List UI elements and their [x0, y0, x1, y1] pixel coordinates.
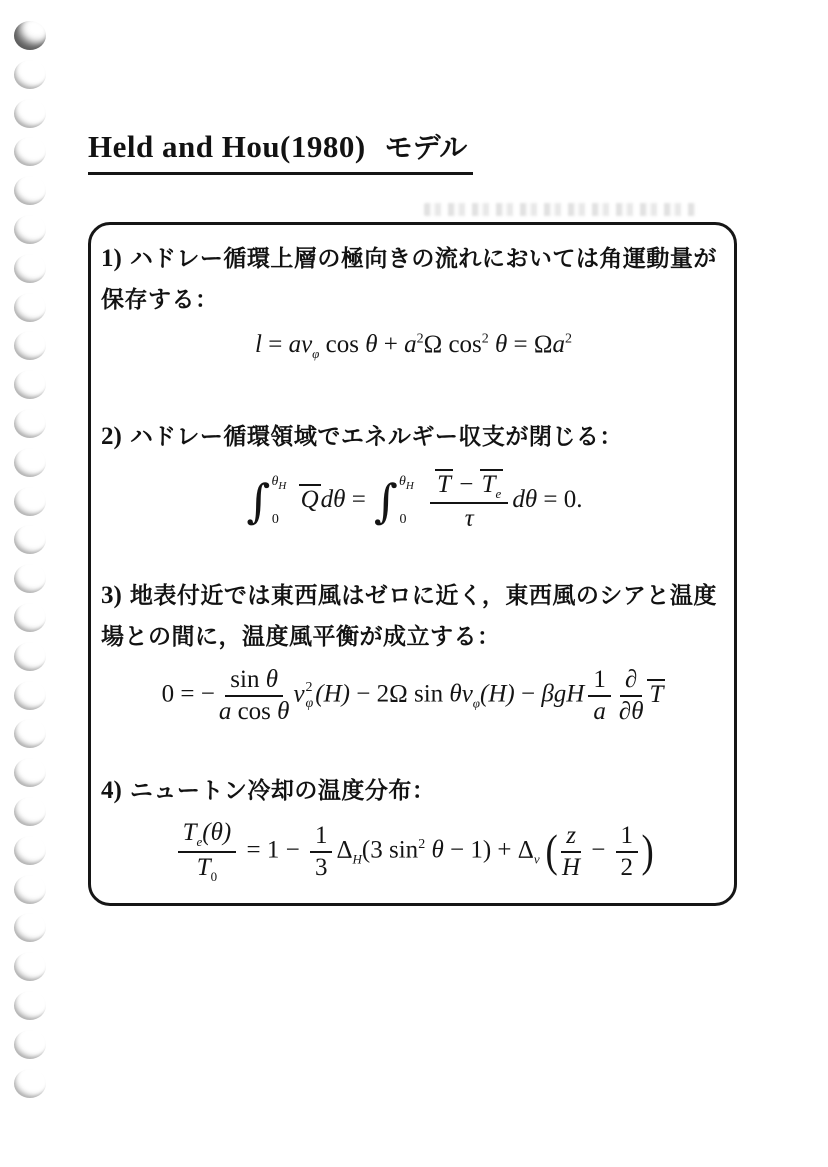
punch-hole — [14, 409, 46, 438]
integral-sign: ∫ $\theta_H$ 0 — [374, 474, 414, 529]
punch-hole — [14, 875, 46, 904]
big-right-paren: ) — [641, 825, 654, 877]
title-underline — [88, 126, 473, 175]
punch-hole — [14, 681, 46, 710]
punch-hole — [14, 448, 46, 477]
item-2-number: 2) — [101, 423, 122, 450]
punch-hole — [14, 1030, 46, 1059]
punch-hole — [14, 1069, 46, 1098]
item-3-line-2: 場との間に，温度風平衡が成立する： — [101, 623, 501, 650]
punch-hole — [14, 836, 46, 865]
punch-hole — [14, 99, 46, 128]
equation-thermal-wind: 0 = − $\frac{\text{sin θ}}{\text{a cos θ}}$ v 2 φ (H) − 2Ω $\sin \theta v_\varphi(H) - \beta gH$ $\frac{1}{a}$ $\frac{\partial}{\partial\theta}$ T — [161, 666, 664, 726]
content-box — [88, 222, 737, 906]
punch-hole — [14, 525, 46, 554]
punch-hole — [14, 21, 46, 50]
page-title — [88, 126, 473, 175]
punch-hole — [14, 60, 46, 89]
punch-hole — [14, 642, 46, 671]
equation-newtonian-cooling: $\frac{T_e(\theta)}{T_0}$ = 1 − $\frac{1}{3}$ $\Delta_H(3$ $\sin^2 \theta - 1) + \Delta_v$ ( $\frac{z}{H}$ − $\frac{1}{2}$ ) — [101, 819, 726, 884]
punch-hole — [14, 719, 46, 748]
item-1-number: 1) — [101, 245, 122, 272]
punch-hole — [14, 215, 46, 244]
punch-hole — [14, 137, 46, 166]
punch-hole — [14, 991, 46, 1020]
punch-hole — [14, 176, 46, 205]
punch-hole — [14, 370, 46, 399]
punch-hole — [14, 797, 46, 826]
equation-energy-budget: ∫ $\theta_H$ 0 Qdθ = ∫ $\theta_H$ 0 $\frac{T - T_e}{\tau}$ dθ = 0. — [246, 471, 583, 533]
punch-hole — [14, 952, 46, 981]
item-3-line-1: 3) 地表付近では東西風はゼロに近く，東西風のシアと温度 — [101, 582, 717, 610]
equation-angular-momentum: $l = av_\varphi$ $\cos \theta + a^2\Omega$ $\cos^2 \theta = \Omega a^2$ — [255, 331, 572, 361]
item-3-number: 3) — [101, 582, 122, 610]
integral-sign: ∫ $\theta_H$ 0 — [246, 474, 287, 529]
punch-hole — [14, 254, 46, 283]
title-japanese: モデル — [384, 132, 468, 163]
punch-hole — [14, 603, 46, 632]
big-left-paren: ( — [545, 825, 558, 877]
item-1-line-1: 1) ハドレー循環上層の極向きの流れにおいては角運動量が — [101, 245, 717, 272]
item-2-line-1: 2) ハドレー循環領域でエネルギー収支が閉じる： — [101, 423, 623, 450]
item-4-number: 4) — [101, 777, 122, 805]
item-1-line-2: 保存する： — [101, 286, 219, 312]
item-4-line-1: 4) ニュートン冷却の温度分布： — [101, 777, 436, 805]
punch-hole — [14, 293, 46, 322]
punch-hole — [14, 487, 46, 516]
punch-hole — [14, 758, 46, 787]
title-english: Held and Hou(1980) — [88, 129, 366, 164]
punch-hole — [14, 564, 46, 593]
punch-hole — [14, 913, 46, 942]
punch-hole — [14, 331, 46, 360]
bleed-through-artifact — [424, 203, 696, 216]
